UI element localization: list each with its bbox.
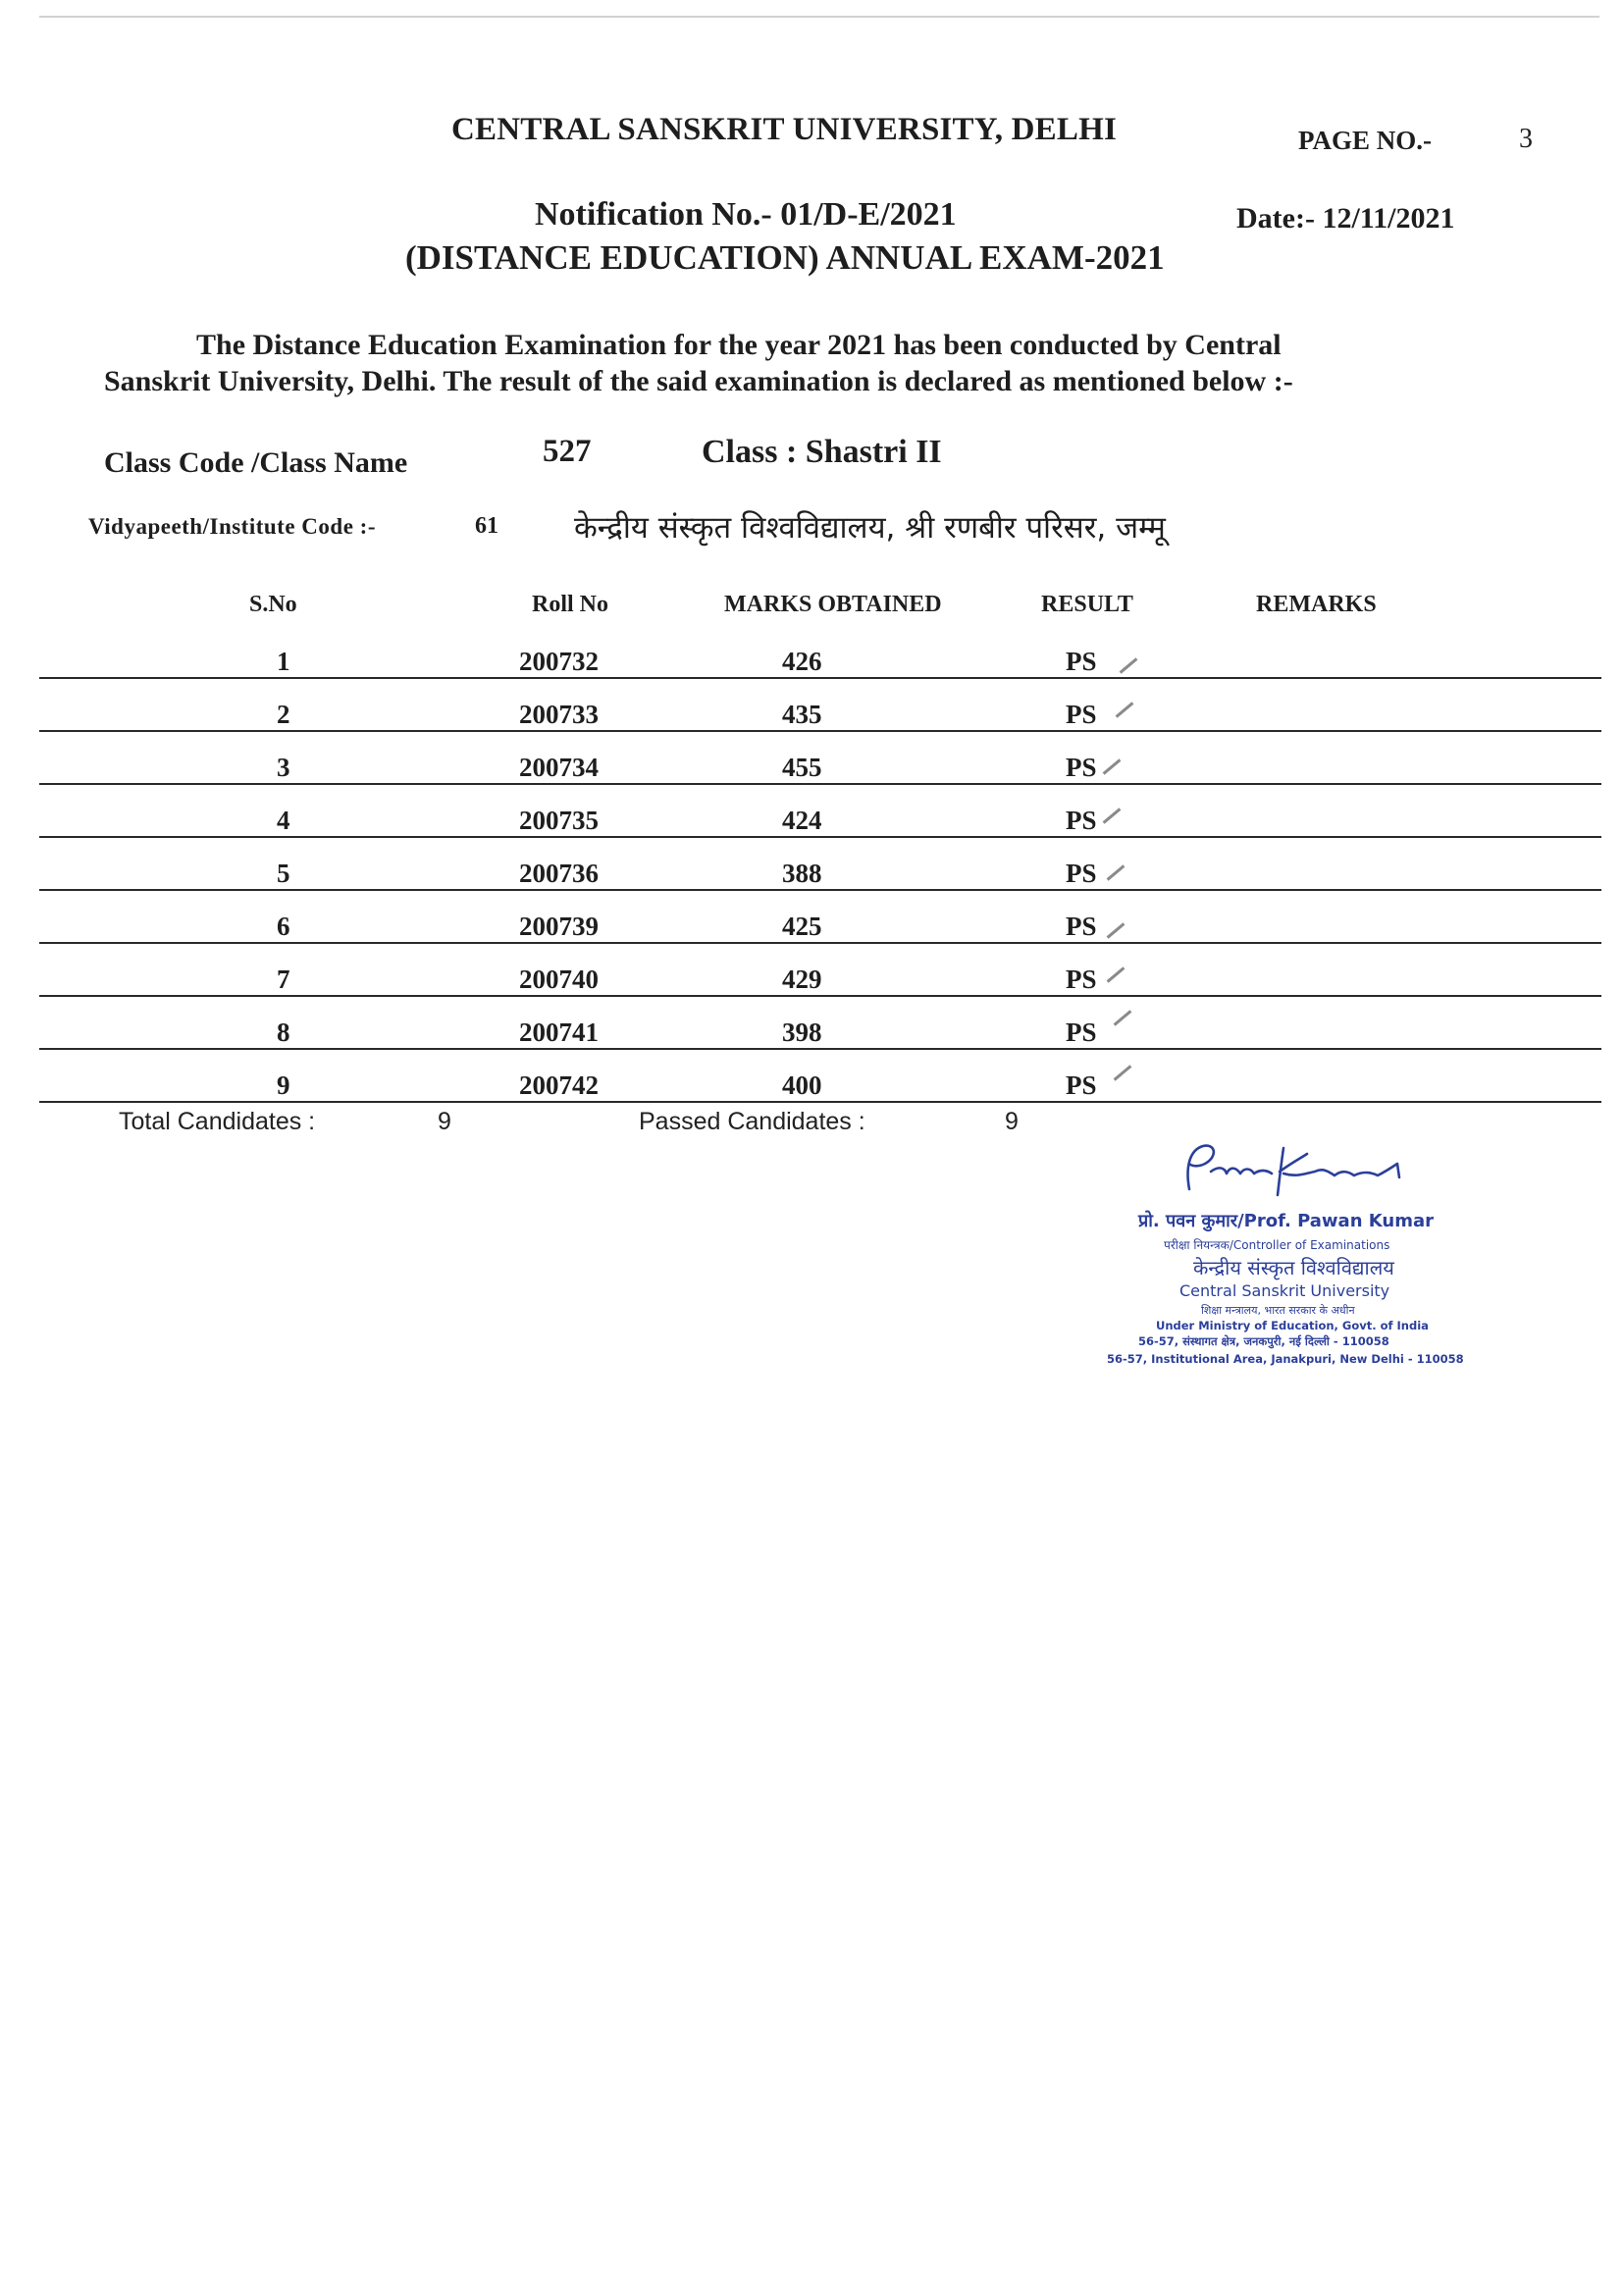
- cell-marks: 424: [782, 806, 822, 835]
- cell-marks: 398: [782, 1018, 822, 1047]
- stamp-address: 56-57, Institutional Area, Janakpuri, New Delhi - 110058: [1107, 1352, 1464, 1366]
- header-marks: MARKS OBTAINED: [724, 592, 942, 617]
- cell-result: PS: [1066, 647, 1097, 676]
- cell-sno: 6: [277, 912, 290, 941]
- class-name: Class : Shastri II: [702, 434, 942, 470]
- cell-marks: 426: [782, 647, 822, 676]
- check-mark-icon: [1103, 808, 1122, 823]
- cell-marks: 429: [782, 965, 822, 994]
- header-roll-no: Roll No: [532, 592, 608, 617]
- stamp-ministry-hindi: शिक्षा मन्त्रालय, भारत सरकार के अधीन: [1201, 1304, 1355, 1317]
- cell-sno: 5: [277, 859, 290, 888]
- cell-result: PS: [1066, 1070, 1097, 1100]
- stamp-university-hindi: केन्द्रीय संस्कृत विश्वविद्यालय: [1193, 1256, 1394, 1279]
- cell-result: PS: [1066, 700, 1097, 729]
- top-rule: [39, 16, 1599, 18]
- check-mark-icon: [1120, 657, 1138, 673]
- cell-sno: 8: [277, 1018, 290, 1047]
- row-divider: [39, 995, 1601, 997]
- check-mark-icon: [1107, 966, 1126, 982]
- row-divider: [39, 677, 1601, 679]
- stamp-ministry: Under Ministry of Education, Govt. of India: [1156, 1319, 1429, 1332]
- check-mark-icon: [1114, 1010, 1132, 1025]
- check-mark-icon: [1116, 702, 1134, 717]
- cell-roll-no: 200736: [519, 859, 599, 888]
- cell-sno: 3: [277, 753, 290, 782]
- class-code-label: Class Code /Class Name: [104, 446, 408, 479]
- cell-roll-no: 200741: [519, 1018, 599, 1047]
- passed-candidates-label: Passed Candidates :: [639, 1108, 865, 1135]
- cell-marks: 388: [782, 859, 822, 888]
- cell-sno: 1: [277, 647, 290, 676]
- row-divider: [39, 942, 1601, 944]
- cell-marks: 425: [782, 912, 822, 941]
- cell-roll-no: 200740: [519, 965, 599, 994]
- notification-number: Notification No.- 01/D-E/2021: [535, 196, 957, 233]
- cell-sno: 7: [277, 965, 290, 994]
- stamp-university: Central Sanskrit University: [1179, 1281, 1390, 1300]
- intro-line-1: The Distance Education Examination for the year 2021 has been conducted by Central: [196, 329, 1282, 361]
- notification-date: Date:- 12/11/2021: [1236, 202, 1455, 235]
- cell-result: PS: [1066, 912, 1097, 941]
- cell-result: PS: [1066, 806, 1097, 835]
- controller-stamp: [1099, 1138, 1492, 1393]
- row-divider: [39, 889, 1601, 891]
- check-mark-icon: [1103, 758, 1122, 774]
- cell-roll-no: 200734: [519, 753, 599, 782]
- stamp-designation: परीक्षा नियन्त्रक/Controller of Examinations: [1164, 1238, 1390, 1252]
- header-result: RESULT: [1041, 592, 1133, 617]
- intro-line-2: Sanskrit University, Delhi. The result of the said examination is declared as mentioned below :-: [104, 365, 1293, 397]
- total-candidates-label: Total Candidates :: [119, 1108, 316, 1135]
- stamp-name: प्रो. पवन कुमार/Prof. Pawan Kumar: [1138, 1211, 1435, 1231]
- cell-roll-no: 200732: [519, 647, 599, 676]
- exam-title: (DISTANCE EDUCATION) ANNUAL EXAM-2021: [405, 238, 1165, 277]
- cell-roll-no: 200733: [519, 700, 599, 729]
- row-divider: [39, 783, 1601, 785]
- header-sno: S.No: [249, 592, 297, 617]
- stamp-address-hindi: 56-57, संस्थागत क्षेत्र, जनकपुरी, नई दिल्ली - 110058: [1138, 1334, 1389, 1348]
- vidyapeeth-code: 61: [475, 513, 498, 539]
- cell-sno: 2: [277, 700, 290, 729]
- class-code: 527: [543, 434, 592, 469]
- university-title: CENTRAL SANSKRIT UNIVERSITY, DELHI: [451, 112, 1118, 147]
- cell-sno: 4: [277, 806, 290, 835]
- row-divider: [39, 1101, 1601, 1103]
- cell-roll-no: 200735: [519, 806, 599, 835]
- page-number: 3: [1519, 124, 1533, 154]
- cell-marks: 455: [782, 753, 822, 782]
- cell-roll-no: 200739: [519, 912, 599, 941]
- header-remarks: REMARKS: [1256, 592, 1377, 617]
- vidyapeeth-label: Vidyapeeth/Institute Code :-: [88, 514, 376, 539]
- signature-icon: [1176, 1138, 1431, 1207]
- check-mark-icon: [1107, 864, 1126, 880]
- cell-result: PS: [1066, 1018, 1097, 1047]
- total-candidates-value: 9: [438, 1108, 451, 1135]
- cell-sno: 9: [277, 1070, 290, 1100]
- cell-marks: 435: [782, 700, 822, 729]
- passed-candidates-value: 9: [1005, 1108, 1019, 1135]
- cell-result: PS: [1066, 859, 1097, 888]
- cell-marks: 400: [782, 1070, 822, 1100]
- row-divider: [39, 836, 1601, 838]
- check-mark-icon: [1114, 1065, 1132, 1080]
- cell-roll-no: 200742: [519, 1070, 599, 1100]
- page-label: PAGE NO.-: [1298, 126, 1432, 155]
- row-divider: [39, 1048, 1601, 1050]
- cell-result: PS: [1066, 965, 1097, 994]
- check-mark-icon: [1107, 922, 1126, 938]
- row-divider: [39, 730, 1601, 732]
- cell-result: PS: [1066, 753, 1097, 782]
- vidyapeeth-name: केन्द्रीय संस्कृत विश्वविद्यालय, श्री रणबीर परिसर, जम्मू: [574, 510, 1166, 546]
